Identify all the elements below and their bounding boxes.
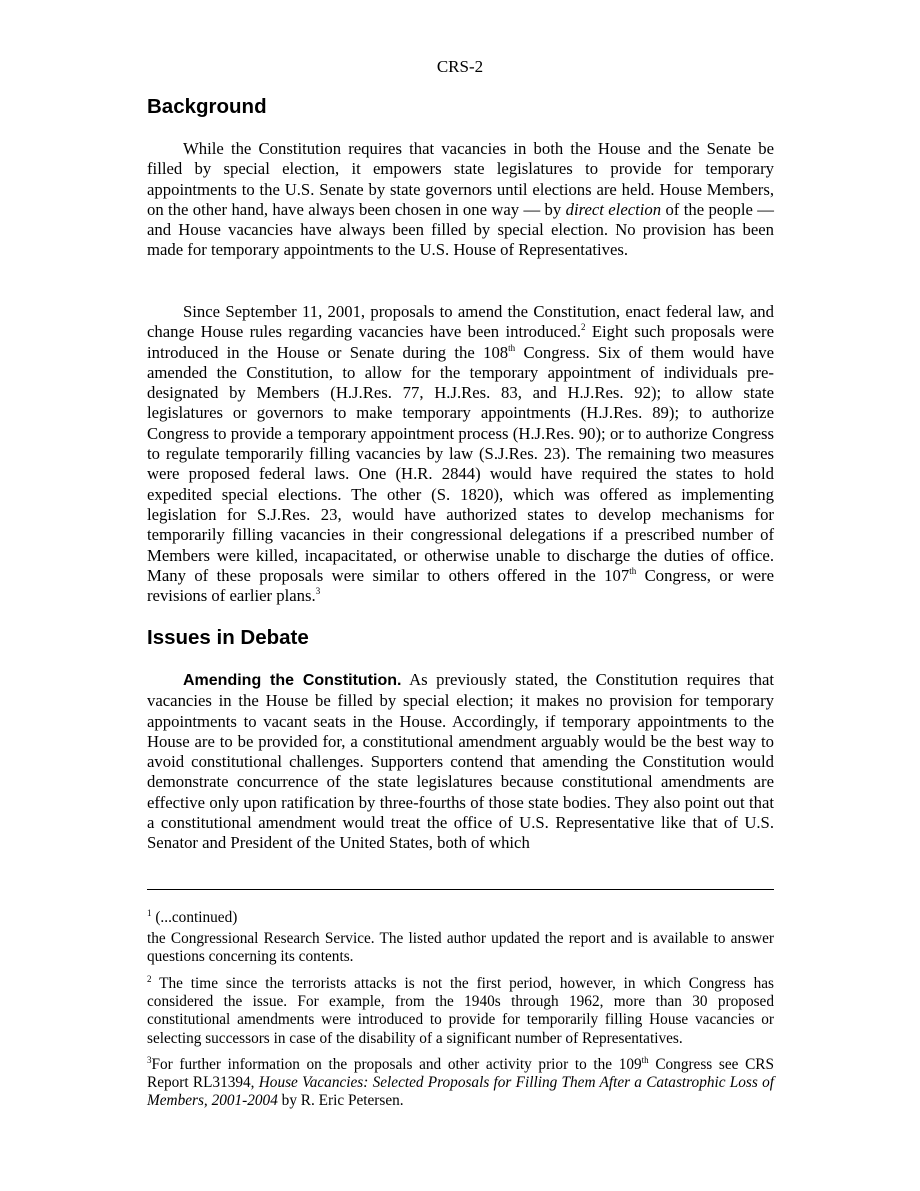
- page-number: CRS-2: [436, 57, 484, 76]
- background-paragraph-1: While the Constitution requires that vacancies in both the House and the Senate be filled by special election, it empowers state legislatures to provide for temporary appointments to the U.S. Senate by state governors until elections are held. House Members, on the other hand, have always been chosen in one way — by direct election of the people — and House vacancies have always been filled by special election. No provision has been made for temporary appointments to the U.S. House of Representatives.: [147, 139, 774, 260]
- footnote-1-continued: $^1$ (...continued): [147, 908, 238, 926]
- footnote-ref-3[interactable]: 3: [315, 586, 321, 597]
- background-paragraph-2: Since September 11, 2001, proposals to amend the Constitution, enact federal law, and change House rules regarding vacancies have been introduced.$^2$ Eight such proposals were introduced in the House or Senate during the 108th Congress. Six of them would have amended the Constitution, to allow for the temporary appointment of individuals pre-designated by Members (H.J.Res. 77, H.J.Res. 83, and H.J.Res. 92); to allow state legislatures or governors to make temporary appointments (H.J.Res. 89); to authorize Congress to provide a temporary appointment process (H.J.Res. 90); or to authorize Congress to regulate temporarily filling vacancies by law (S.J.Res. 23). The remaining two measures were proposed federal laws. One (H.R. 2844) would have required the states to hold expedited special elections. The other (S. 1820), which was offered as implementing legislation for S.J.Res. 23, would have authorized states to develop mechanisms for temporarily filling vacancies in their congressional delegations if a prescribed number of Members were killed, incapacitated, or otherwise unable to discharge the duties of office. Many of these proposals were similar to others offered in the 107th Congress, or were revisions of earlier plans.$^3$: [147, 302, 775, 606]
- issues-paragraph-1: Amending the Constitution. As previously stated, the Constitution requires that vacancies in the House be filled by special election; it makes no provision for temporary appointments to vacant seats in the House. Accordingly, if temporary appointments to the House are to be provided for, a constitutional amendment arguably would be the best way to avoid constitutional challenges. Supporters contend that amending the Constitution would demonstrate concurrence of the state legislatures because constitutional amendments are effective only upon ratification by three-fourths of those state bodies. They also point out that a constitutional amendment would treat the office of U.S. Representative like that of U.S. Senator and President of the United States, both of which: [147, 670, 775, 853]
- amending-constitution-lead: Amending the Constitution.: [183, 672, 402, 689]
- footnote-3: $^3$For further information on the proposals and other activity prior to the 109th Congress see CRS Report RL31394, House Vacancies: Selected Proposals for Filling Them After a Catastrophic Loss of Members, 2001-2004 by R. Eric Petersen.: [147, 1055, 774, 1110]
- footnote-1-text: the Congressional Research Service. The listed author updated the report and is available to answer questions concerning its contents.: [147, 930, 774, 966]
- direct-election-emphasis: direct election: [565, 199, 662, 219]
- footnote-ref-2[interactable]: 2: [581, 322, 586, 333]
- footnote-2: $^2$ The time since the terrorists attacks is not the first period, however, in which Congress has considered the issue. For example, from the 1940s through 1962, more than 30 proposed constitutional amendments were introduced to provide for temporarily filling House vacancies or selecting successors in case of the disability of a significant number of Representatives.: [147, 974, 774, 1047]
- footnote-divider: [147, 889, 774, 890]
- report-title-emphasis: House Vacancies: Selected Proposals for Filling Them After a Catastrophic Loss of Members, 2001-2004: [147, 1074, 774, 1110]
- background-heading: Background: [147, 95, 267, 118]
- issues-heading: Issues in Debate: [147, 626, 309, 649]
